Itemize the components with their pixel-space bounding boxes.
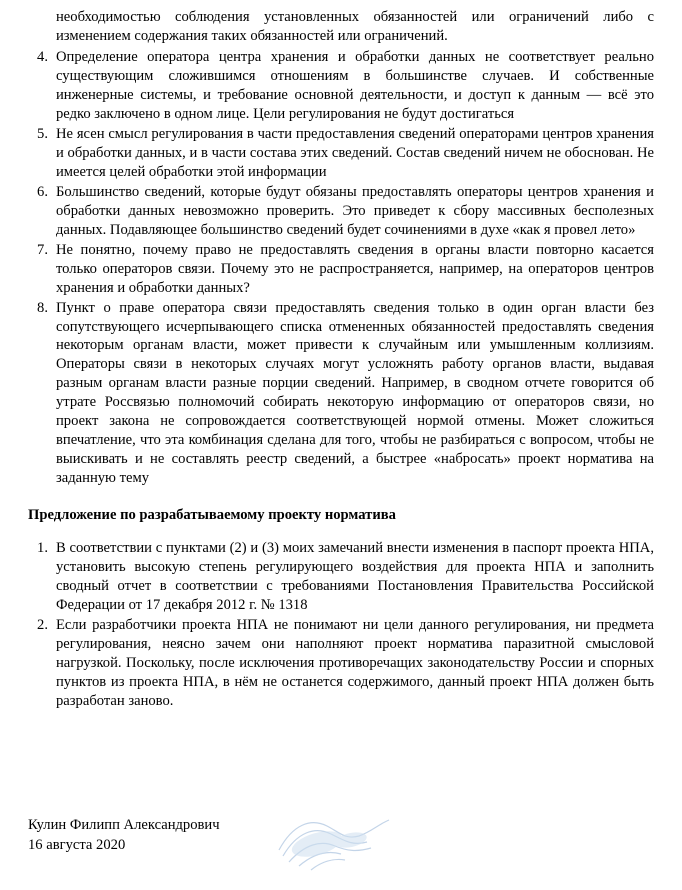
list-item-number: 6. — [37, 183, 48, 200]
continued-paragraph: необходимостью соблюдения установленных обязанностей или ограничений либо с изменением содержания таких обязанностей или ограничений. — [56, 9, 654, 44]
list-item — [28, 183, 654, 240]
signature-stamp-icon — [275, 810, 393, 874]
list-item-text: Не понятно, почему право не предоставлять сведения в органы власти повторно касается только операторов связи. Почему это не распространяется, например, на операторов центров хранения и обработки данных? — [56, 241, 654, 296]
list-item — [28, 48, 654, 124]
remarks-list — [28, 48, 654, 488]
list-item-text: Если разработчики проекта НПА не понимают ни цели данного регулирования, ни предмета регулирования, неясно зачем они наполняют проект норматива паразитной смысловой нагрузкой. Поскольку, после исключения противоречащих законодательству России и спорных пунктов из проекта НПА, в нём не останется содержимого, данный проект НПА должен быть разработан заново. — [56, 617, 654, 709]
list-item — [28, 616, 654, 711]
list-item — [28, 539, 654, 615]
section-heading: Предложение по разрабатываемому проекту норматива — [28, 507, 396, 524]
list-item-text: Большинство сведений, которые будут обязаны предоставлять операторы центров хранения и обработки данных невозможно проверить. Это приведет к сбору массивных бесполезных данных. Подавляющее большинство сведений будет сочинениями в духе «как я провел лето» — [56, 183, 654, 238]
list-item — [28, 241, 654, 298]
list-item-number: 7. — [37, 241, 48, 258]
list-item — [28, 125, 654, 182]
list-item-number: 2. — [37, 617, 48, 634]
signature-date: 16 августа 2020 — [28, 837, 126, 854]
list-item-number: 8. — [37, 299, 48, 316]
proposal-list — [28, 539, 654, 711]
list-item-text: В соответствии с пунктами (2) и (3) моих замечаний внести изменения в паспорт проекта НПА, установить высокую степень регулирующего воздействия для проекта НПА и заполнить сводный отчет в соответствии с требованиями Постановления Правительства Российской Федерации от 17 декабря 2012 г. № 1318 — [56, 540, 654, 614]
list-item-number: 5. — [37, 125, 48, 142]
list-item-number: 4. — [37, 48, 48, 65]
list-item — [28, 299, 654, 489]
list-item-text: Пункт о праве оператора связи предоставлять сведения только в один орган власти без сопутствующего исчерпывающего списка отмененных обязанностей предоставлять сведения некоторым органам власти, может привести к случайным или умышленным коллизиям. Операторы связи в некоторых случаях могут усложнять работу органов власти, выдавая разным органам власти разные порции сведений. Например, в сводном отчете говорится об утрате Россвязью полномочий собирать некоторую информацию от операторов связи, но проект закона не сопровождается соответствующей нормой отмены. Может сложиться впечатление, что эта комбинация сделана для того, чтобы не разбираться с вопросом, чтобы не выискивать и не составлять реестр сведений, а быстрее «набросать» проект норматива на заданную тему — [56, 299, 654, 487]
signature-name: Кулин Филипп Александрович — [28, 816, 220, 833]
list-item-number: 1. — [37, 540, 48, 557]
signature-block — [28, 815, 220, 856]
list-item-text: Не ясен смысл регулирования в части предоставления сведений операторами центров хранения и обработки данных, и в части состава этих сведений. Состав сведений ничем не обоснован. Не имеется целей обработки этой информации — [56, 125, 654, 180]
list-item-text: Определение оператора центра хранения и обработки данных не соответствует реально существующим сложившимся отношениям в большинстве случаев. И собственные инженерные системы, и требование основной деятельности, и доступ к данным — всё это редко заключено в одном лице. Цели регулирования не будут достигаться — [56, 48, 654, 122]
